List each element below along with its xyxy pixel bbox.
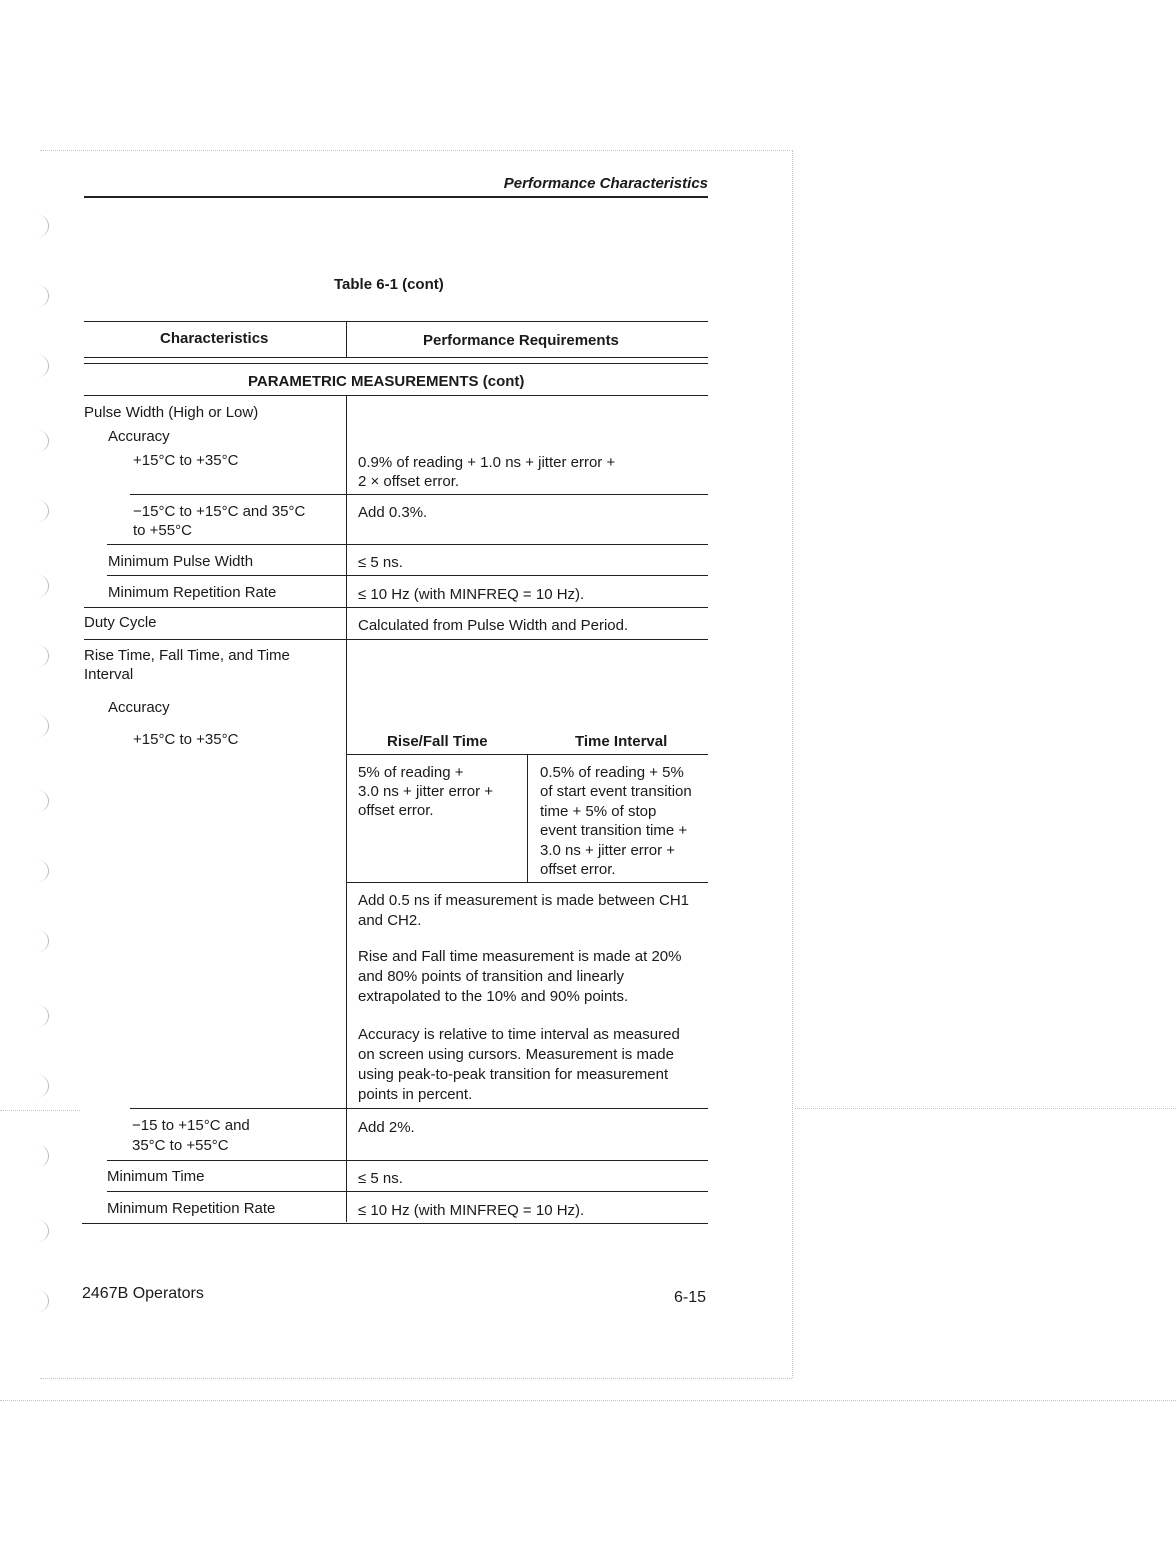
- pulse-width-temp2-line1: −15°C to +15°C and 35°C: [133, 503, 306, 520]
- col-header-characteristics: Characteristics: [160, 330, 269, 347]
- binder-hole: [38, 285, 49, 307]
- rise-time-temp2-req: Add 2%.: [358, 1119, 415, 1136]
- time-interval-line: offset error.: [540, 861, 616, 878]
- binder-hole: [38, 860, 49, 882]
- col-header-performance: Performance Requirements: [423, 332, 619, 349]
- scan-line-bottom: [0, 1400, 1176, 1401]
- header-rule: [84, 196, 708, 198]
- duty-cycle-label: Duty Cycle: [84, 614, 157, 631]
- binder-hole: [38, 1005, 49, 1027]
- rise-time-temp2-line2: 35°C to +55°C: [132, 1137, 229, 1154]
- pulse-width-accuracy-label: Accuracy: [108, 428, 170, 445]
- binder-hole: [38, 645, 49, 667]
- running-header: Performance Characteristics: [503, 175, 708, 192]
- time-interval-line: event transition time +: [540, 822, 688, 839]
- rise-time-temp1: +15°C to +35°C: [133, 731, 239, 748]
- binder-hole: [38, 930, 49, 952]
- binder-hole: [38, 500, 49, 522]
- row-rule: [84, 607, 708, 608]
- time-interval-line: 3.0 ns + jitter error +: [540, 842, 676, 859]
- pulse-width-label: Pulse Width (High or Low): [84, 404, 259, 421]
- sub-table-bottom-rule: [347, 882, 708, 883]
- row-rule: [107, 1191, 708, 1192]
- section-heading-rule: [84, 395, 708, 396]
- table-bottom-rule: [82, 1223, 708, 1224]
- header-column-divider: [346, 322, 347, 358]
- row-rule: [84, 639, 708, 640]
- sub-column-divider: [527, 755, 528, 882]
- rise-time-accuracy-label: Accuracy: [108, 699, 170, 716]
- row-rule: [107, 544, 708, 545]
- row-rule: [107, 575, 708, 576]
- rise-time-note-1: Add 0.5 ns if measurement is made between CH1 and CH2.: [358, 892, 690, 929]
- footer-page-number: 6-15: [674, 1289, 707, 1306]
- row-rule: [107, 1160, 708, 1161]
- binder-hole: [38, 430, 49, 452]
- time-interval-line: of start event transition: [540, 783, 692, 800]
- rise-fall-line: 3.0 ns + jitter error +: [358, 783, 494, 800]
- scan-line-mid-right: [795, 1108, 1176, 1109]
- binder-hole: [38, 355, 49, 377]
- binder-hole: [38, 1290, 49, 1312]
- rise-fall-line: offset error.: [358, 802, 434, 819]
- pulse-width-temp1-req-line2: 2 × offset error.: [358, 473, 460, 490]
- pulse-width-temp1-req-line1: 0.9% of reading + 1.0 ns + jitter error +: [358, 454, 616, 471]
- footer-manual-title: 2467B Operators: [82, 1285, 204, 1302]
- sub-col-rise-fall: Rise/Fall Time: [387, 733, 488, 750]
- scan-line-mid-left: [0, 1110, 80, 1111]
- min-pulse-width-req: ≤ 5 ns.: [358, 554, 403, 571]
- binder-hole: [38, 1075, 49, 1097]
- pulse-width-temp1: +15°C to +35°C: [133, 452, 239, 469]
- header-double-rule-b: [84, 363, 708, 364]
- rise-time-label-line2: Interval: [84, 666, 134, 683]
- binder-hole: [38, 790, 49, 812]
- min-pulse-width-label: Minimum Pulse Width: [108, 553, 254, 570]
- row-rule: [130, 494, 708, 495]
- pulse-width-temp2-line2: to +55°C: [133, 522, 192, 539]
- duty-cycle-req: Calculated from Pulse Width and Period.: [358, 617, 629, 634]
- rise-time-note-2: Rise and Fall time measurement is made at 20% and 80% points of transition and linearly extrapolated to the 10% and 90% points.: [358, 948, 682, 1005]
- sub-col-time-interval: Time Interval: [575, 733, 668, 750]
- time-interval-line: 0.5% of reading + 5%: [540, 764, 684, 781]
- binder-hole: [38, 215, 49, 237]
- min-time-req: ≤ 5 ns.: [358, 1170, 403, 1187]
- column-divider: [346, 396, 347, 1222]
- rise-min-rep-rate-req: ≤ 10 Hz (with MINFREQ = 10 Hz).: [358, 1202, 585, 1219]
- page-edge-right: [792, 150, 793, 1378]
- header-double-rule-a: [84, 357, 708, 358]
- rise-time-label-line1: Rise Time, Fall Time, and Time: [84, 647, 290, 664]
- page-edge-top: [40, 150, 790, 151]
- rise-time-note-3: Accuracy is relative to time interval as measured on screen using cursors. Measurement is made using peak-to-peak transition for measurement points in percent.: [358, 1026, 680, 1103]
- binder-hole: [38, 1220, 49, 1242]
- row-rule: [130, 1108, 708, 1109]
- binder-hole: [38, 715, 49, 737]
- table-caption: Table 6-1 (cont): [334, 276, 444, 293]
- rise-time-temp2-line1: −15 to +15°C and: [132, 1117, 250, 1134]
- section-heading: PARAMETRIC MEASUREMENTS (cont): [248, 373, 525, 390]
- pulse-min-rep-rate-label: Minimum Repetition Rate: [108, 584, 277, 601]
- binder-hole: [38, 575, 49, 597]
- pulse-width-temp2-req: Add 0.3%.: [358, 504, 428, 521]
- table-top-rule: [84, 321, 708, 322]
- pulse-min-rep-rate-req: ≤ 10 Hz (with MINFREQ = 10 Hz).: [358, 586, 585, 603]
- time-interval-line: time + 5% of stop: [540, 803, 657, 820]
- binder-hole: [38, 1145, 49, 1167]
- min-time-label: Minimum Time: [107, 1168, 205, 1185]
- rise-min-rep-rate-label: Minimum Repetition Rate: [107, 1200, 276, 1217]
- rise-fall-line: 5% of reading +: [358, 764, 464, 781]
- page-edge-bottom: [40, 1378, 792, 1379]
